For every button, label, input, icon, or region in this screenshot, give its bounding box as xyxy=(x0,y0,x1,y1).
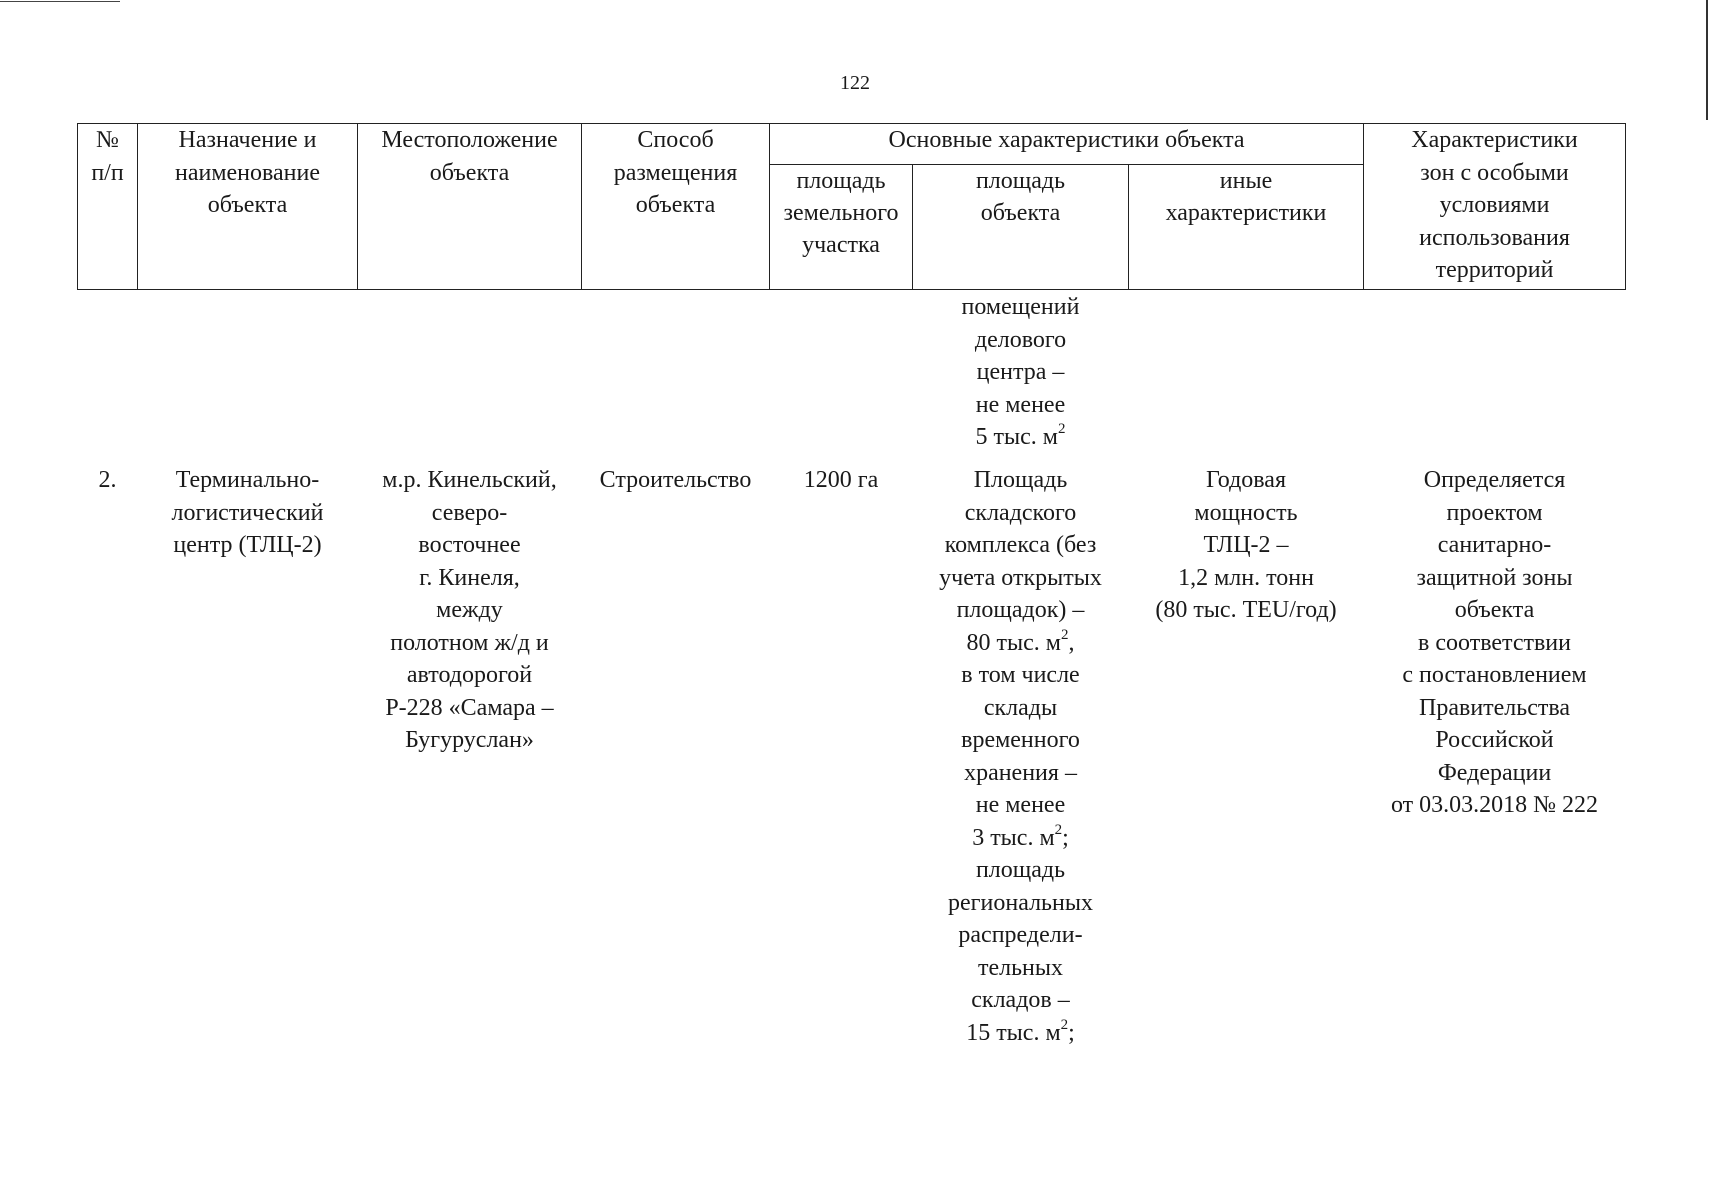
header-name: Назначение и наименование объекта xyxy=(138,124,358,290)
page-number: 122 xyxy=(840,72,870,94)
cell-empty xyxy=(358,290,582,459)
header-placement-method: Способ размещения объекта xyxy=(582,124,770,290)
cell-location: м.р. Кинельский, северо- восточнее г. Кинеля, между полотном ж/д и автодорогой Р-228 «Самара – Бугуруслан» xyxy=(382,467,557,753)
cell-zone-characteristics: Определяется проектом санитарно- защитной зоны объекта в соответствии с постановлением Правительства Российской Федерации от 03.03.2018 № 222 xyxy=(1390,467,1599,818)
cell-placement-method: Строительство xyxy=(599,467,752,493)
header-number: № п/п xyxy=(78,124,138,290)
header-object-area: площадь объекта xyxy=(913,165,1129,290)
cell-number: 2. xyxy=(98,467,117,493)
header-land-area: площадь земельного участка xyxy=(770,165,913,290)
cell-land-area: 1200 га xyxy=(803,467,879,493)
cell-other-characteristics: Годовая мощность ТЛЦ-2 – 1,2 млн. тонн (80 тыс. TEU/год) xyxy=(1155,467,1337,623)
scan-edge-mark xyxy=(0,1,120,2)
cell-empty xyxy=(78,290,138,459)
cell-object-area: Площадь складского комплекса (без учета открытых площадок) – 80 тыс. $м^2$, в том числе склады временного хранения – не менее 3 тыс. $м^2$; площадь региональных распредели- тельных складов – 15 тыс. $м^2$; xyxy=(939,467,1102,1046)
header-location: Местоположение объекта xyxy=(358,124,582,290)
header-zone-characteristics: Характеристики зон с особыми условиями использования территорий xyxy=(1364,124,1626,290)
table-row-continuation xyxy=(78,290,1626,459)
table-header xyxy=(78,124,1626,290)
cell-empty xyxy=(1364,290,1626,459)
cell-object-area-continued: помещений делового центра – не менее 5 тыс. $м^2$ xyxy=(961,294,1080,450)
cell-empty xyxy=(1129,290,1364,459)
cell-object-name: Терминально- логистический центр (ТЛЦ-2) xyxy=(171,467,324,558)
header-other-characteristics: иные характеристики xyxy=(1129,165,1364,290)
header-main-characteristics: Основные характеристики объекта xyxy=(770,124,1364,165)
cell-empty xyxy=(582,290,770,459)
cell-empty xyxy=(770,290,913,459)
cell-empty xyxy=(138,290,358,459)
scan-edge-mark xyxy=(1706,0,1708,120)
objects-table xyxy=(77,123,1626,1049)
table-row xyxy=(78,458,1626,1049)
